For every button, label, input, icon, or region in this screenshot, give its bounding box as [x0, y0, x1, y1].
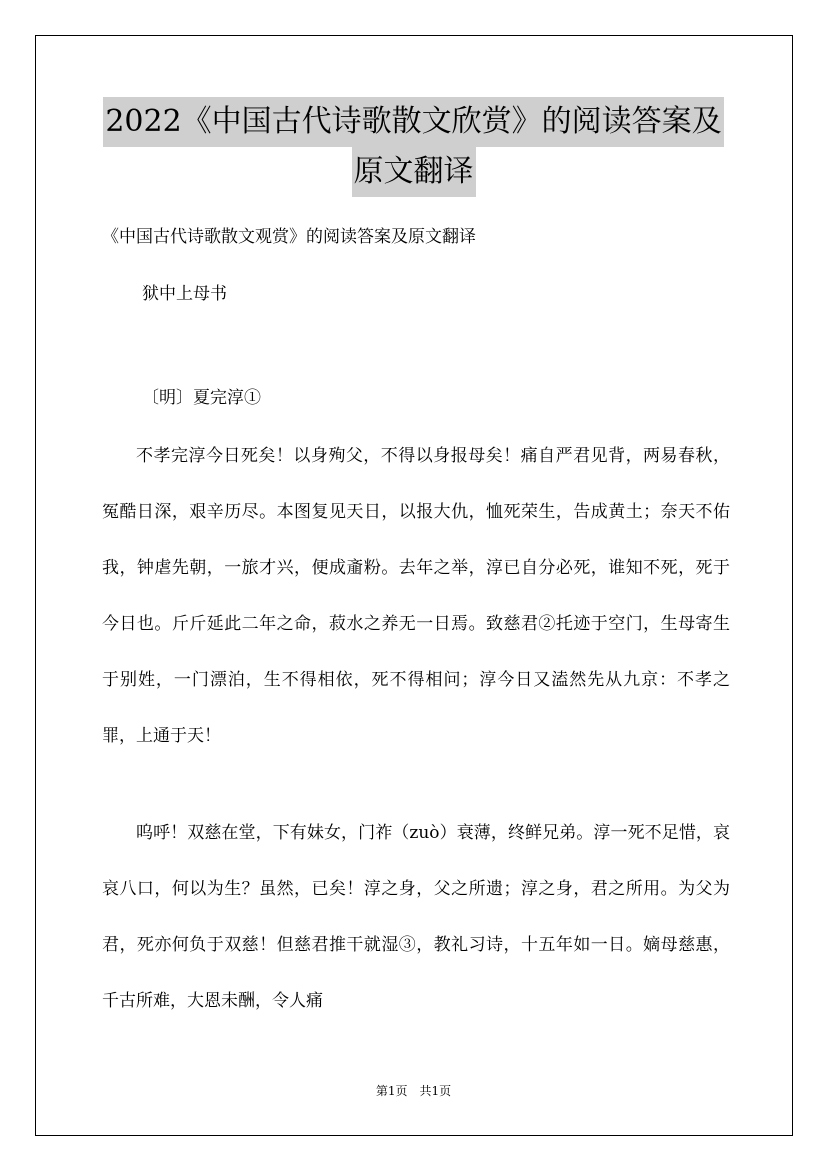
document-title — [0, 97, 827, 197]
title-line-1: 2022《中国古代诗歌散文欣赏》的阅读答案及 — [103, 97, 723, 147]
body-paragraph-2: 呜呼！双慈在堂，下有妹女，门祚（zuò）衰薄，终鲜兄弟。淳一死不足惜，哀哀八口，何以为生？虽然，已矣！淳之身，父之所遗；淳之身，君之所用。为父为君，死亦何负于双慈！但慈君推干就湿③，教礼习诗，十五年如一日。嫡母慈惠，千古所难，大恩未酬，令人痛 — [102, 823, 730, 1011]
page-footer: 第1页 共1页 — [375, 1084, 452, 1098]
title-line-2: 原文翻译 — [352, 147, 476, 197]
body-paragraph-1: 不孝完淳今日死矣！以身殉父，不得以身报母矣！痛自严君见背，两易春秋，冤酷日深，艰辛历尽。本图复见天日，以报大仇，恤死荣生，告成黄土；奈天不佑我，钟虐先朝，一旅才兴，便成齑粉。去年之举，淳已自分必死，谁知不死，死于今日也。斤斤延此二年之命，菽水之养无一日焉。致慈君②托迹于空门，生母寄生于别姓，一门漂泊，生不得相依，死不得相问；淳今日又溘然先从九京：不孝之罪，上通于天！ — [102, 446, 730, 746]
document-subtitle: 《中国古代诗歌散文观赏》的阅读答案及原文翻译 — [102, 227, 476, 247]
author-line: 〔明〕夏完淳① — [142, 388, 261, 408]
work-title: 狱中上母书 — [142, 284, 227, 304]
